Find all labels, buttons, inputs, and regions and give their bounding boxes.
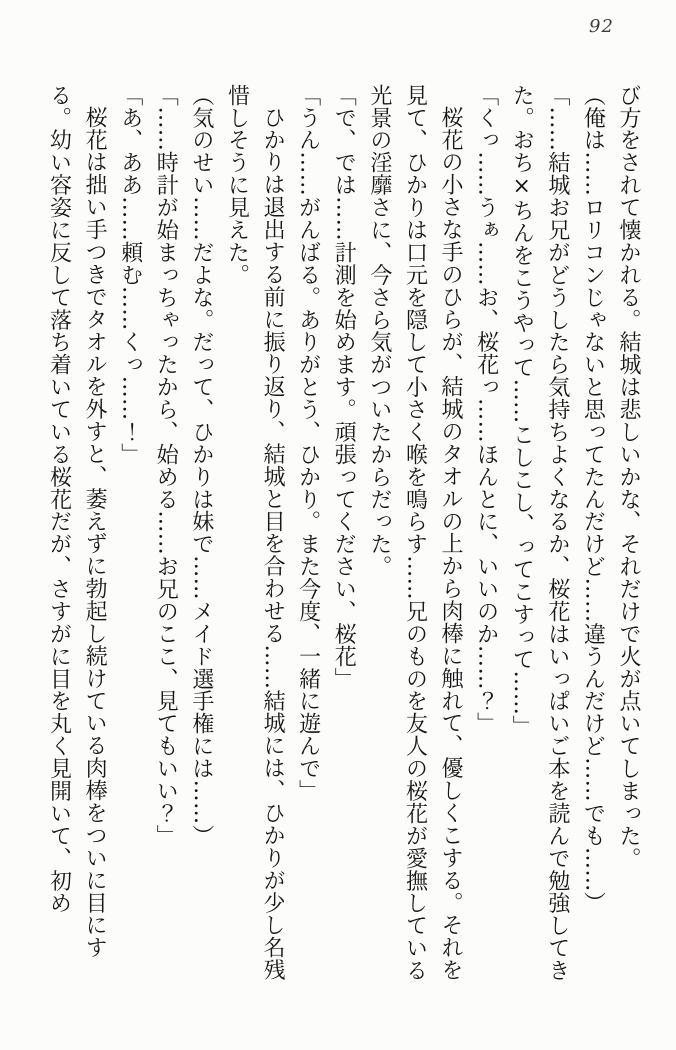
paragraph: 「あ、ああ……頼む……くっ……！」 xyxy=(117,84,143,466)
paragraph: （気のせい……だよな。だって、ひかりは妹で……メイド選手権には……） xyxy=(188,84,214,847)
paragraph: 「で、では……計測を始めます。頑張ってください、桜花」 xyxy=(331,84,357,690)
paragraph: 「……結城お兄がどうしたら気持ちよくなるか、桜花はいっぱいご本を読んで勉強してきた。おち×ちんをこうやって……こしこし、ってこすって……」 xyxy=(509,84,570,982)
paragraph: 桜花は拙い手つきでタオルを外すと、萎えずに勃起し続けている肉棒をついに目にする。幼い容姿に反して落ち着いている桜花だが、さすがに目を丸く見開いて、初め xyxy=(46,84,108,959)
paragraph: び方をされて懐かれる。結城は悲しいかな、それだけで火が点いてしまった。 xyxy=(616,84,641,870)
paragraph: 桜花の小さな手のひらが、結城のタオルの上から肉棒に触れて、優しくこする。それを見て、ひかりは口元を隠して小さく喉を鳴らす……兄のものを友人の桜花が愛撫している光景の淫靡さに、今さら気がついたからだった。 xyxy=(366,84,464,982)
page-number: 92 xyxy=(589,16,614,37)
paragraph: ひかりは退出する前に振り返り、結城と目を合わせる……結城には、ひかりが少し名残惜しそうに見えた。 xyxy=(224,84,286,982)
paragraph: 「うん……がんばる。ありがとう、ひかり。また今度、一緒に遊んで」 xyxy=(295,84,321,803)
vertical-text-block xyxy=(38,84,646,988)
paragraph: 「……時計が始まっちゃったから、始める……お兄のここ、見てもいい？」 xyxy=(153,84,179,847)
paragraph: 「くっ……うぁ……お、桜花っ……ほんとに、いいのか……？」 xyxy=(473,84,499,735)
paragraph: （俺は……ロリコンじゃないと思ってたんだけど……違うんだけど……でも……） xyxy=(580,84,606,915)
